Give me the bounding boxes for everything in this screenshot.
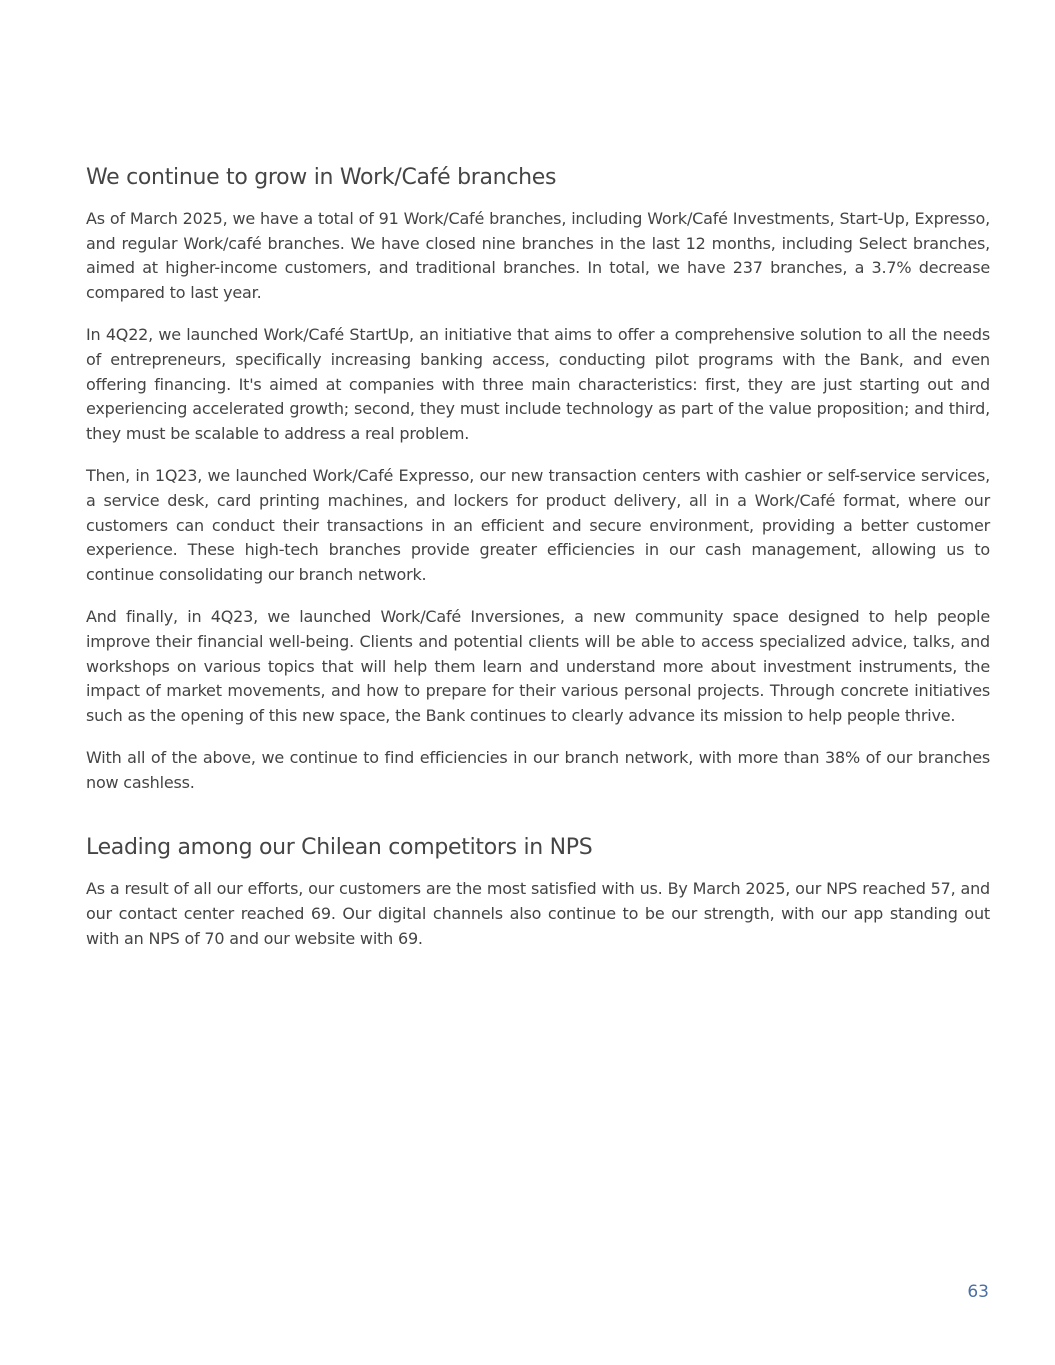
paragraph: As of March 2025, we have a total of 91 Work/Café branches, including Work/Café Investments, Start-Up, Expresso, and regular Work/café branches. We have closed nine branches in the last 12 months, including Select branches, aimed at higher-income customers, and traditional branches. In total, we have 237 branches, a 3.7% decrease compared to last year. xyxy=(86,209,990,302)
page-content xyxy=(86,163,990,969)
paragraph: Then, in 1Q23, we launched Work/Café Expresso, our new transaction centers with cashier or self-service services, a service desk, card printing machines, and lockers for product delivery, all in a Work/Café format, where our customers can conduct their transactions in an efficient and secure environment, providing a better customer experience. These high-tech branches provide greater efficiencies in our cash management, allowing us to continue consolidating our branch network. xyxy=(86,466,990,584)
section-heading-work-cafe: We continue to grow in Work/Café branches xyxy=(86,165,557,190)
paragraph: With all of the above, we continue to find efficiencies in our branch network, with more than 38% of our branches now cashless. xyxy=(86,748,990,792)
section-heading-nps: Leading among our Chilean competitors in NPS xyxy=(86,835,593,861)
paragraph: In 4Q22, we launched Work/Café StartUp, an initiative that aims to offer a comprehensive solution to all the needs of entrepreneurs, specifically increasing banking access, conducting pilot programs with the Bank, and even offering financing. It's aimed at companies with three main characteristics: first, they are just starting out and experiencing accelerated growth; second, they must include technology as part of the value proposition; and third, they must be scalable to address a real problem. xyxy=(86,325,990,443)
paragraph: And finally, in 4Q23, we launched Work/Café Inversiones, a new community space designed to help people improve their financial well-being. Clients and potential clients will be able to access specialized advice, talks, and workshops on various topics that will help them learn and understand more about investment instruments, the impact of market movements, and how to prepare for their various personal projects. Through concrete initiatives such as the opening of this new space, the Bank continues to clearly advance its mission to help people thrive. xyxy=(86,607,990,725)
page-number: 63 xyxy=(967,1282,989,1302)
paragraph: As a result of all our efforts, our customers are the most satisfied with us. By March 2025, our NPS reached 57, and our contact center reached 69. Our digital channels also continue to be our strength, with our app standing out with an NPS of 70 and our website with 69. xyxy=(86,879,990,948)
